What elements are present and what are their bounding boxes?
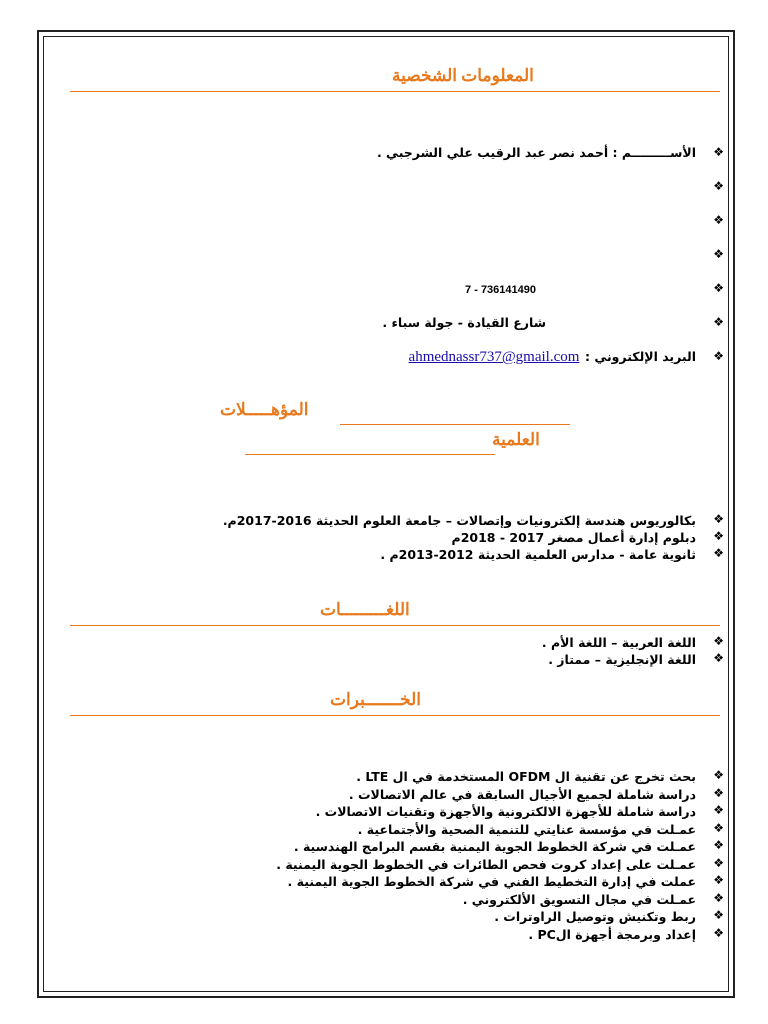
bullet-icon: ❖ xyxy=(713,651,724,665)
list-item xyxy=(377,213,724,247)
bullet-icon: ❖ xyxy=(713,213,724,227)
list-item-phone xyxy=(377,281,724,315)
heading-underline xyxy=(245,454,495,455)
email-label: البريد الإلكتروني : xyxy=(584,349,696,364)
bullet-icon: ❖ xyxy=(713,281,724,295)
bullet-icon: ❖ xyxy=(713,179,724,193)
email-link[interactable]: ahmednassr737@gmail.com xyxy=(408,349,580,365)
bullet-icon: ❖ xyxy=(713,546,724,560)
languages-heading xyxy=(70,596,720,626)
bullet-icon: ❖ xyxy=(713,634,724,648)
personal-info-list xyxy=(377,145,724,383)
section-title: الخـــــــبرات xyxy=(326,690,425,710)
bullet-icon: ❖ xyxy=(713,247,724,261)
bullet-icon: ❖ xyxy=(713,873,724,887)
list-item: ❖ بحث تخرج عن تقنية ال OFDM المستخدمة في ال LTE . xyxy=(356,768,724,784)
list-item-email xyxy=(377,349,724,383)
section-title: اللغـــــــــات xyxy=(316,600,414,620)
list-item: ❖ عملت في إدارة التخطيط الفني في شركة الخطوط الجوية اليمنية . xyxy=(287,873,724,889)
list-item-address xyxy=(377,315,724,349)
list-item: ❖ دراسة شاملة لجميع الأجيال السابقة في عالم الاتصالات . xyxy=(348,785,724,802)
list-item: ❖ بكالوريوس هندسة إلكترونيات وإتصالات – جامعة العلوم الحديثة 2016-2017م. xyxy=(222,512,724,528)
bullet-icon: ❖ xyxy=(713,838,724,852)
bullet-icon: ❖ xyxy=(713,908,724,922)
list-item: ❖ اللغة العربية – اللغة الأم . xyxy=(541,634,724,650)
list-item: ❖ إعداد وبرمجة أجهزة الPC . xyxy=(528,925,724,942)
bullet-icon: ❖ xyxy=(713,512,724,526)
section-title: المؤهـــــلات xyxy=(220,400,309,419)
qualifications-heading-line-2 xyxy=(220,426,570,452)
heading-underline xyxy=(70,625,720,626)
bullet-icon: ❖ xyxy=(713,803,724,817)
list-item xyxy=(377,179,724,213)
list-item xyxy=(377,247,724,281)
bullet-icon: ❖ xyxy=(713,349,724,363)
heading-underline xyxy=(340,424,570,425)
bullet-icon: ❖ xyxy=(713,855,724,870)
experience-heading xyxy=(70,686,720,716)
heading-underline xyxy=(70,715,720,716)
qualifications-heading xyxy=(220,400,570,452)
qualifications-list xyxy=(223,512,724,563)
name-text: الأســـــــــم : أحمد نصر عبد الرقيب علي الشرجبي . xyxy=(376,145,696,160)
bullet-icon: ❖ xyxy=(713,768,724,782)
list-item: ❖ ثانوية عامة - مدارس العلمية الحديثة 2012-2013م . xyxy=(380,546,724,562)
languages-list xyxy=(542,634,724,668)
section-title: العلمية xyxy=(492,430,540,449)
list-item: ❖ دراسة شاملة للأجهزة الالكترونية والأجهزة وتقنيات الاتصالات . xyxy=(315,803,724,819)
address-text: شارع القيادة - جولة سباء . xyxy=(382,315,546,330)
personal-info-heading xyxy=(70,62,720,92)
heading-underline xyxy=(70,91,720,92)
section-title: المعلومات الشخصية xyxy=(388,66,538,86)
bullet-icon: ❖ xyxy=(713,925,724,940)
bullet-icon: ❖ xyxy=(713,820,724,835)
phone-text: 736141490 - 7 xyxy=(465,284,536,296)
list-item: ❖ عمـلت في شركة الخطوط الجوية اليمنية بقسم البرامج الهندسية . xyxy=(293,838,724,854)
list-item: ❖ عمـلت في مؤسسة عنايتي للتنمية الصحية والأجتماعية . xyxy=(357,820,724,837)
bullet-icon: ❖ xyxy=(713,315,724,329)
bullet-icon: ❖ xyxy=(713,529,724,543)
qualifications-heading-line-1 xyxy=(220,400,570,426)
list-item: ❖ عمـلت في مجال التسويق الألكتروني . xyxy=(462,890,724,907)
bullet-icon: ❖ xyxy=(713,890,724,905)
list-item-name xyxy=(377,145,724,179)
bullet-icon: ❖ xyxy=(713,785,724,800)
list-item: ❖ دبلوم إدارة أعمال مصغر 2017 - 2018م xyxy=(451,529,724,545)
list-item: ❖ عمـلت على إعداد كروت فحص الطائرات في الخطوط الجوية اليمنية . xyxy=(276,855,724,872)
bullet-icon: ❖ xyxy=(713,145,724,159)
list-item: ❖ اللغة الإنجليزية – ممتاز . xyxy=(548,651,724,667)
list-item: ❖ ربط وتكنيش وتوصيل الراوترات . xyxy=(494,908,724,924)
experience-list xyxy=(276,768,724,943)
